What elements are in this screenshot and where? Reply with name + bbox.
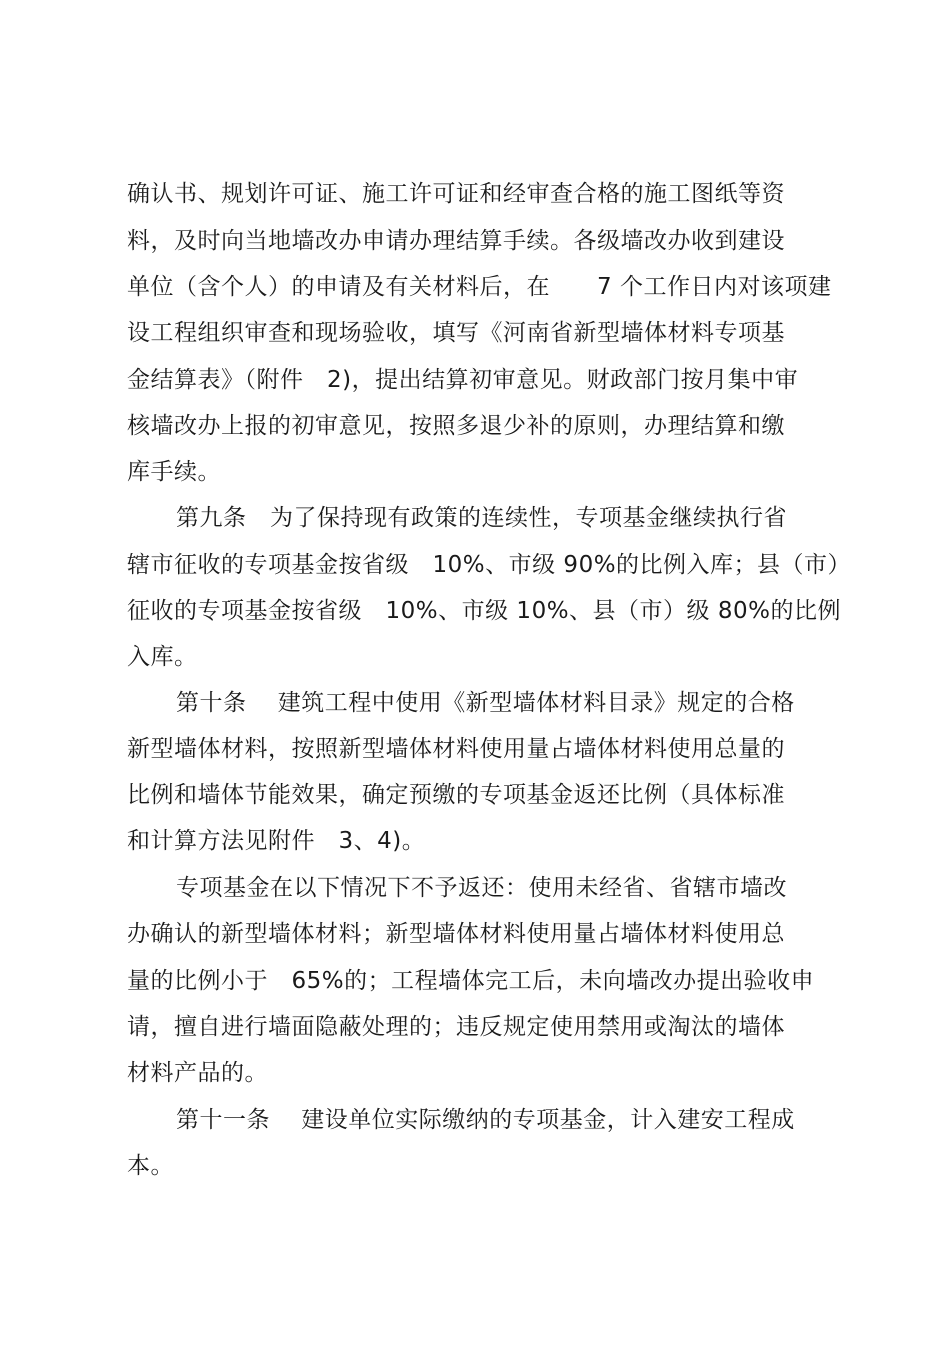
text-line: 单位（含个人）的申请及有关材料后，在 7 个工作日内对该项建 xyxy=(127,274,832,300)
text-line: 入库。 xyxy=(127,644,198,670)
text-line: 确认书、规划许可证、施工许可证和经审查合格的施工图纸等资 xyxy=(127,181,785,207)
text-line: 辖市征收的专项基金按省级 10%、市级 90%的比例入库；县（市） xyxy=(127,552,852,578)
text-line: 料，及时向当地墙改办申请办理结算手续。各级墙改办收到建设 xyxy=(127,228,785,254)
text-line: 请，擅自进行墙面隐蔽处理的；违反规定使用禁用或淘汰的墙体 xyxy=(127,1014,785,1040)
text-line: 设工程组织审查和现场验收，填写《河南省新型墙体材料专项基 xyxy=(127,320,785,346)
text-line: 材料产品的。 xyxy=(127,1060,268,1086)
text-line: 量的比例小于 65%的；工程墙体完工后，未向墙改办提出验收申 xyxy=(127,968,815,994)
text-line: 比例和墙体节能效果，确定预缴的专项基金返还比例（具体标准 xyxy=(127,782,785,808)
text-line: 办确认的新型墙体材料；新型墙体材料使用量占墙体材料使用总 xyxy=(127,921,785,947)
text-line: 金结算表》（附件 2)，提出结算初审意见。财政部门按月集中审 xyxy=(127,367,799,393)
text-line: 核墙改办上报的初审意见，按照多退少补的原则，办理结算和缴 xyxy=(127,413,785,439)
article-10-heading-line: 第十条 建筑工程中使用《新型墙体材料目录》规定的合格 xyxy=(176,690,795,716)
text-line: 本。 xyxy=(127,1153,174,1179)
text-line: 库手续。 xyxy=(127,459,221,485)
paragraph-start-line: 专项基金在以下情况下不予返还：使用未经省、省辖市墙改 xyxy=(176,875,787,901)
text-line: 新型墙体材料，按照新型墙体材料使用量占墙体材料使用总量的 xyxy=(127,736,785,762)
article-9-heading-line: 第九条 为了保持现有政策的连续性，专项基金继续执行省 xyxy=(176,505,787,531)
text-line: 征收的专项基金按省级 10%、市级 10%、县（市）级 80%的比例 xyxy=(127,598,841,624)
article-11-heading-line: 第十一条 建设单位实际缴纳的专项基金，计入建安工程成 xyxy=(176,1107,795,1133)
text-line: 和计算方法见附件 3、4)。 xyxy=(127,828,426,854)
